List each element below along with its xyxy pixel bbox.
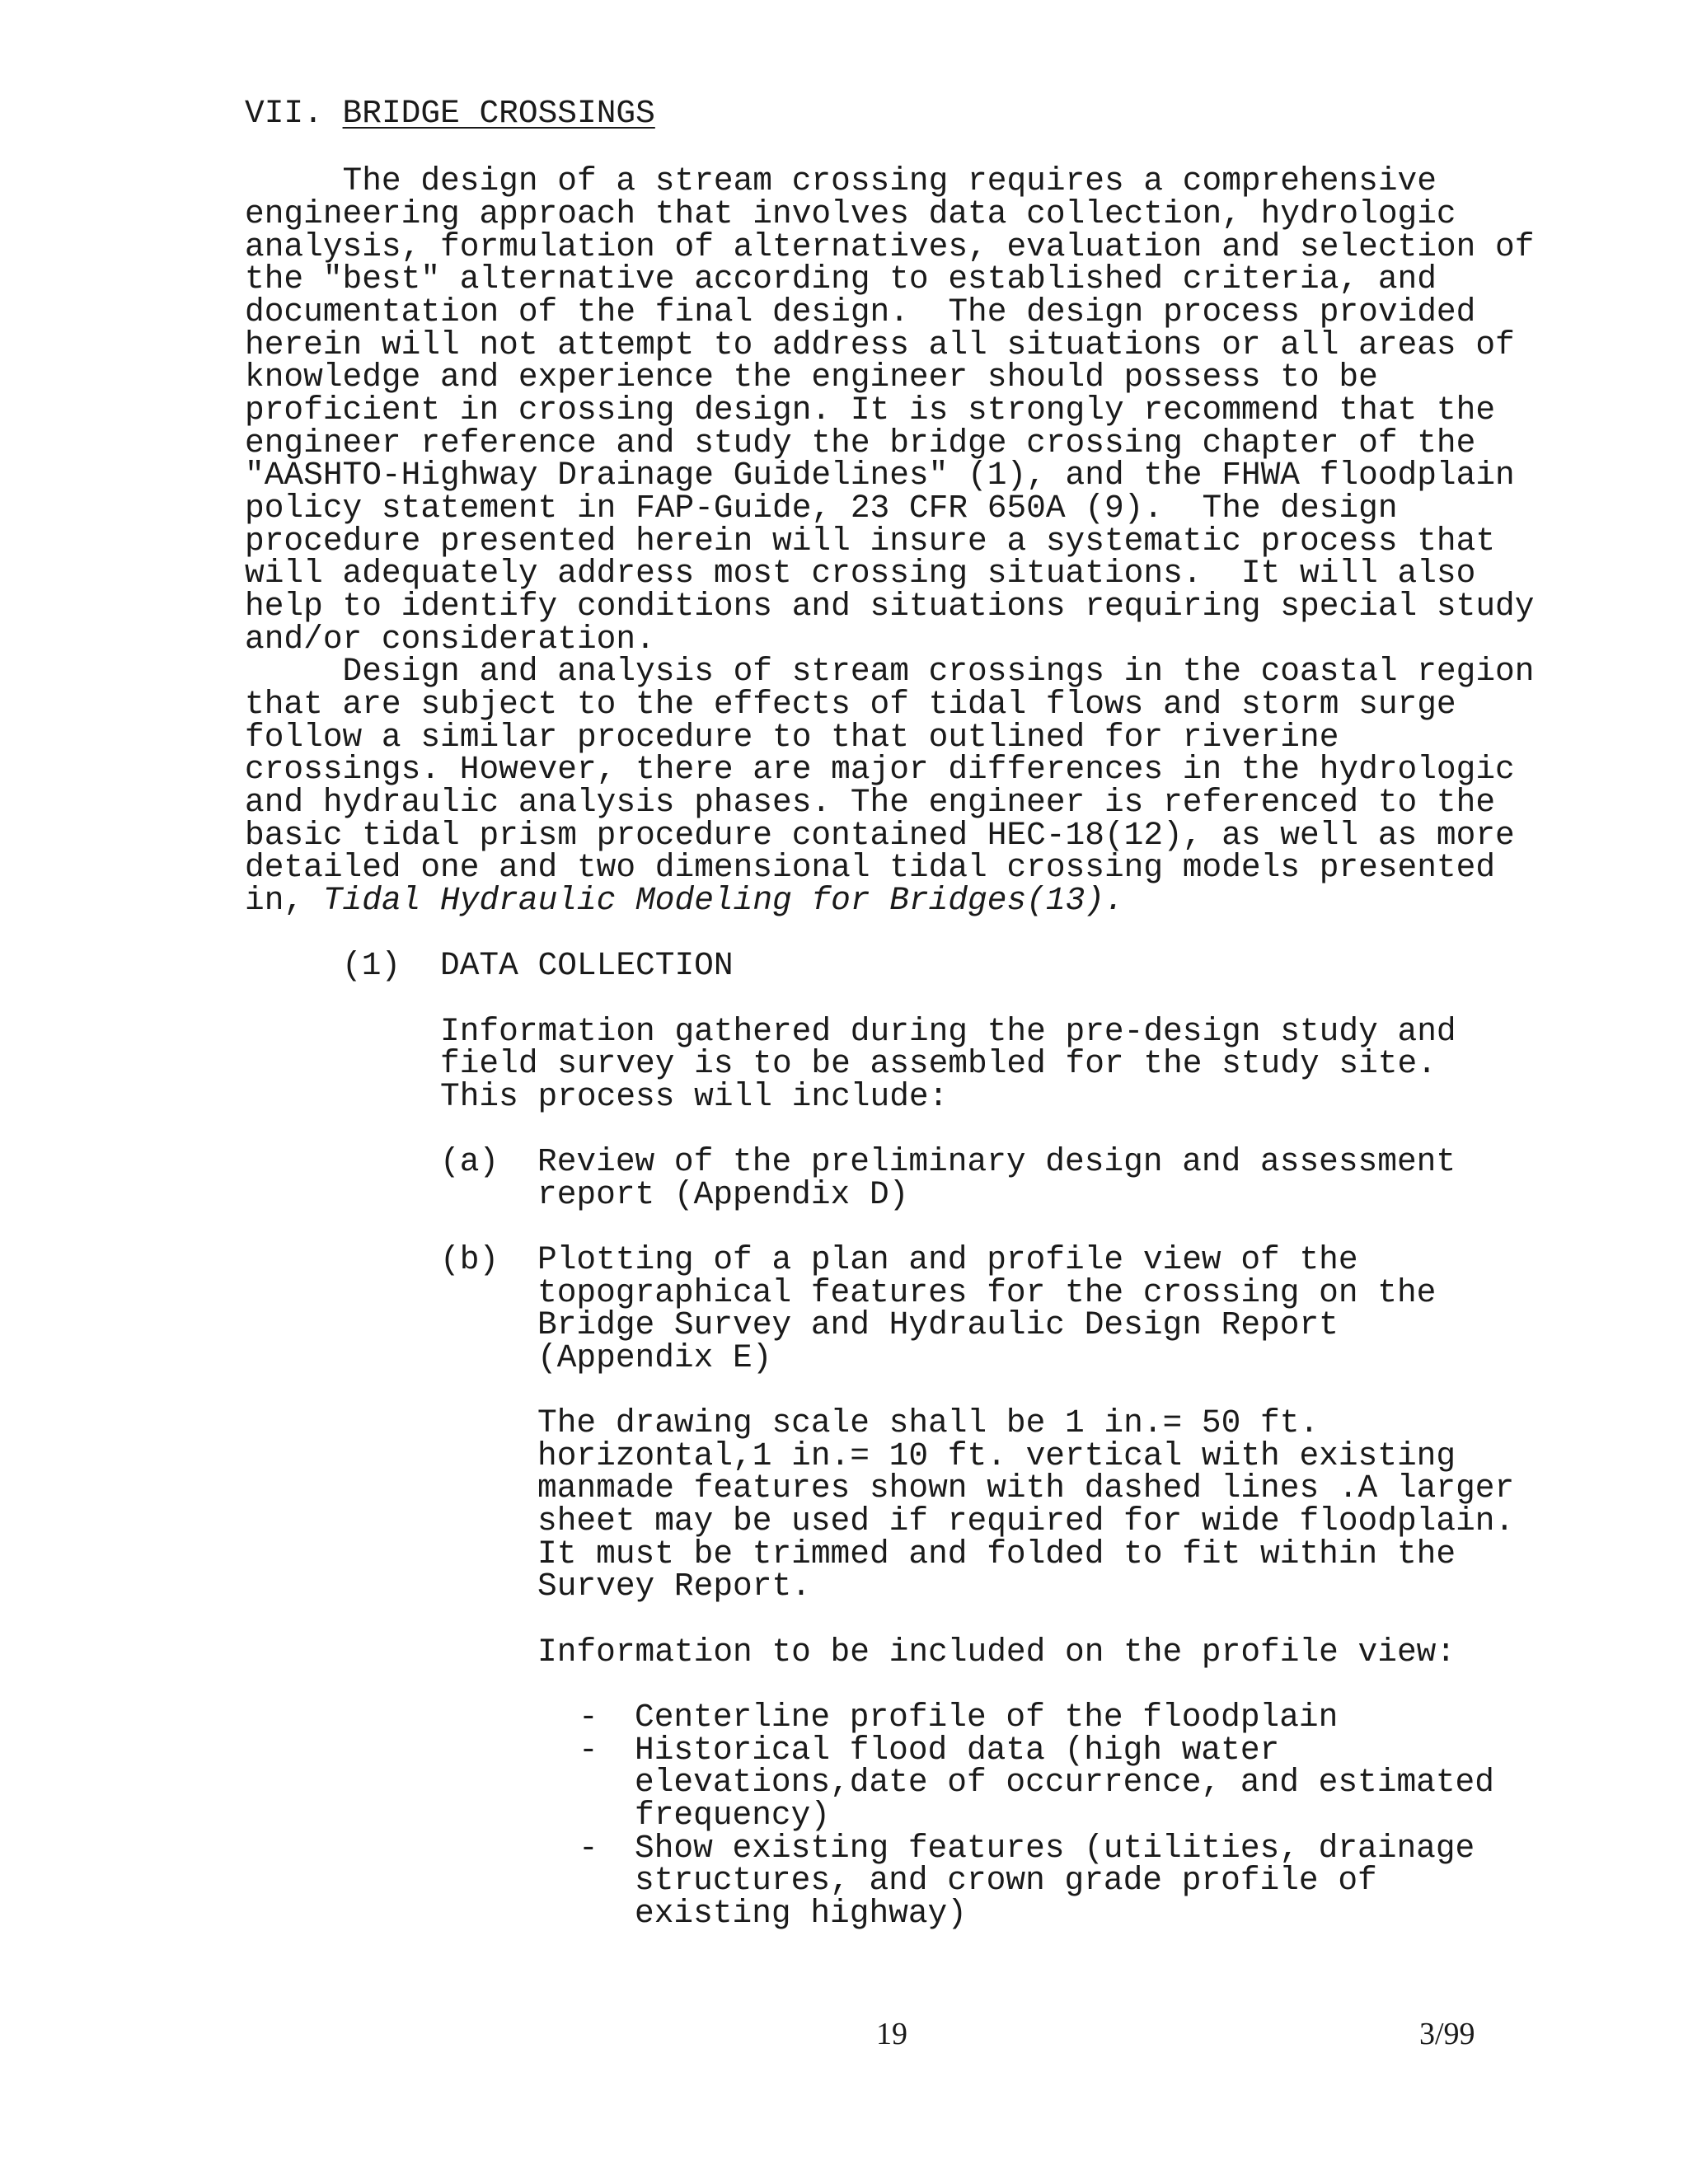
item-line: report (Appendix D) [537, 1176, 909, 1213]
item-label: (b) [440, 1241, 499, 1278]
paragraph-line: that are subject to the effects of tidal flows and storm surge [245, 686, 1456, 723]
bullet-marker: - [579, 1699, 598, 1736]
paragraph-line: analysis, formulation of alternatives, evaluation and selection of [245, 228, 1535, 265]
item-line: (Appendix E) [537, 1339, 772, 1376]
paragraph-line: field survey is to be assembled for the study site. [440, 1045, 1437, 1082]
paragraph-line: The drawing scale shall be 1 in.= 50 ft. [537, 1404, 1320, 1441]
paragraph-line: detailed one and two dimensional tidal crossing models presented [245, 849, 1496, 886]
paragraph-line: manmade features shown with dashed lines .A larger [537, 1469, 1515, 1507]
section-heading [245, 97, 655, 130]
page-number: 19 [876, 2017, 907, 2051]
paragraph-line: basic tidal prism procedure contained HEC-18(12), as well as more [245, 817, 1515, 854]
citation-title: Tidal Hydraulic Modeling for Bridges(13). [322, 882, 1124, 919]
item-line: Review of the preliminary design and assessment [537, 1143, 1456, 1180]
paragraph-line: crossings. However, there are major differences in the hydrologic [245, 751, 1515, 788]
bullet-line: Historical flood data (high water [635, 1732, 1280, 1769]
paragraph-line: Design and analysis of stream crossings in the coastal region [245, 653, 1535, 690]
paragraph-line: The design of a stream crossing requires a comprehensive [245, 162, 1437, 199]
paragraph-line: will adequately address most crossing situations. It will also [245, 555, 1476, 592]
subsection-title: DATA COLLECTION [440, 947, 734, 984]
item-line: Plotting of a plan and profile view of the [537, 1241, 1358, 1278]
paragraph-line: herein will not attempt to address all situations or all areas of [245, 326, 1515, 363]
revision-date: 3/99 [1419, 2017, 1475, 2051]
paragraph-line: Information gathered during the pre-design study and [440, 1013, 1456, 1050]
bullet-marker: - [579, 1830, 598, 1867]
paragraph-line: sheet may be used if required for wide floodplain. [537, 1502, 1515, 1540]
section-title: BRIDGE CROSSINGS [342, 95, 655, 132]
paragraph-line: documentation of the final design. The design process provided [245, 293, 1476, 330]
bullet-line: Show existing features (utilities, drainage [635, 1830, 1475, 1867]
bullet-line: elevations,date of occurrence, and estimated [635, 1764, 1494, 1801]
paragraph-line: engineer reference and study the bridge crossing chapter of the [245, 424, 1476, 462]
paragraph-line: This process will include: [440, 1078, 949, 1115]
paragraph-line: help to identify conditions and situations requiring special study [245, 588, 1535, 625]
item-label: (a) [440, 1143, 499, 1180]
paragraph-line: and hydraulic analysis phases. The engineer is referenced to the [245, 784, 1496, 821]
bullet-line: frequency) [635, 1797, 831, 1834]
paragraph-line: follow a similar procedure to that outlined for riverine [245, 719, 1339, 756]
paragraph-line: Survey Report. [537, 1568, 811, 1605]
paragraph-line: policy statement in FAP-Guide, 23 CFR 650A (9). The design [245, 490, 1398, 527]
paragraph-line: horizontal,1 in.= 10 ft. vertical with existing [537, 1437, 1456, 1474]
paragraph-line: and/or consideration. [245, 621, 655, 658]
paragraph-line: procedure presented herein will insure a systematic process that [245, 523, 1496, 560]
bullet-line: Centerline profile of the floodplain [635, 1699, 1339, 1736]
paragraph-line: engineering approach that involves data collection, hydrologic [245, 195, 1456, 232]
paragraph-line: the "best" alternative according to established criteria, and [245, 260, 1437, 298]
bullet-marker: - [579, 1732, 598, 1769]
paragraph-line: "AASHTO-Highway Drainage Guidelines" (1), and the FHWA floodplain [245, 457, 1515, 494]
bullet-line: structures, and crown grade profile of [635, 1862, 1377, 1899]
subsection-number: (1) [342, 947, 401, 984]
paragraph-line: proficient in crossing design. It is strongly recommend that the [245, 391, 1496, 429]
profile-intro: Information to be included on the profile view: [537, 1633, 1456, 1671]
paragraph-line: knowledge and experience the engineer should possess to be [245, 359, 1378, 396]
bullet-line: existing highway) [635, 1895, 967, 1932]
citation-prefix: in, [245, 882, 323, 919]
item-line: Bridge Survey and Hydraulic Design Report [537, 1306, 1339, 1343]
section-number: VII. [245, 95, 323, 132]
paragraph-line: It must be trimmed and folded to fit within the [537, 1535, 1456, 1572]
item-line: topographical features for the crossing on the [537, 1274, 1437, 1311]
paragraph-line [245, 884, 1124, 917]
